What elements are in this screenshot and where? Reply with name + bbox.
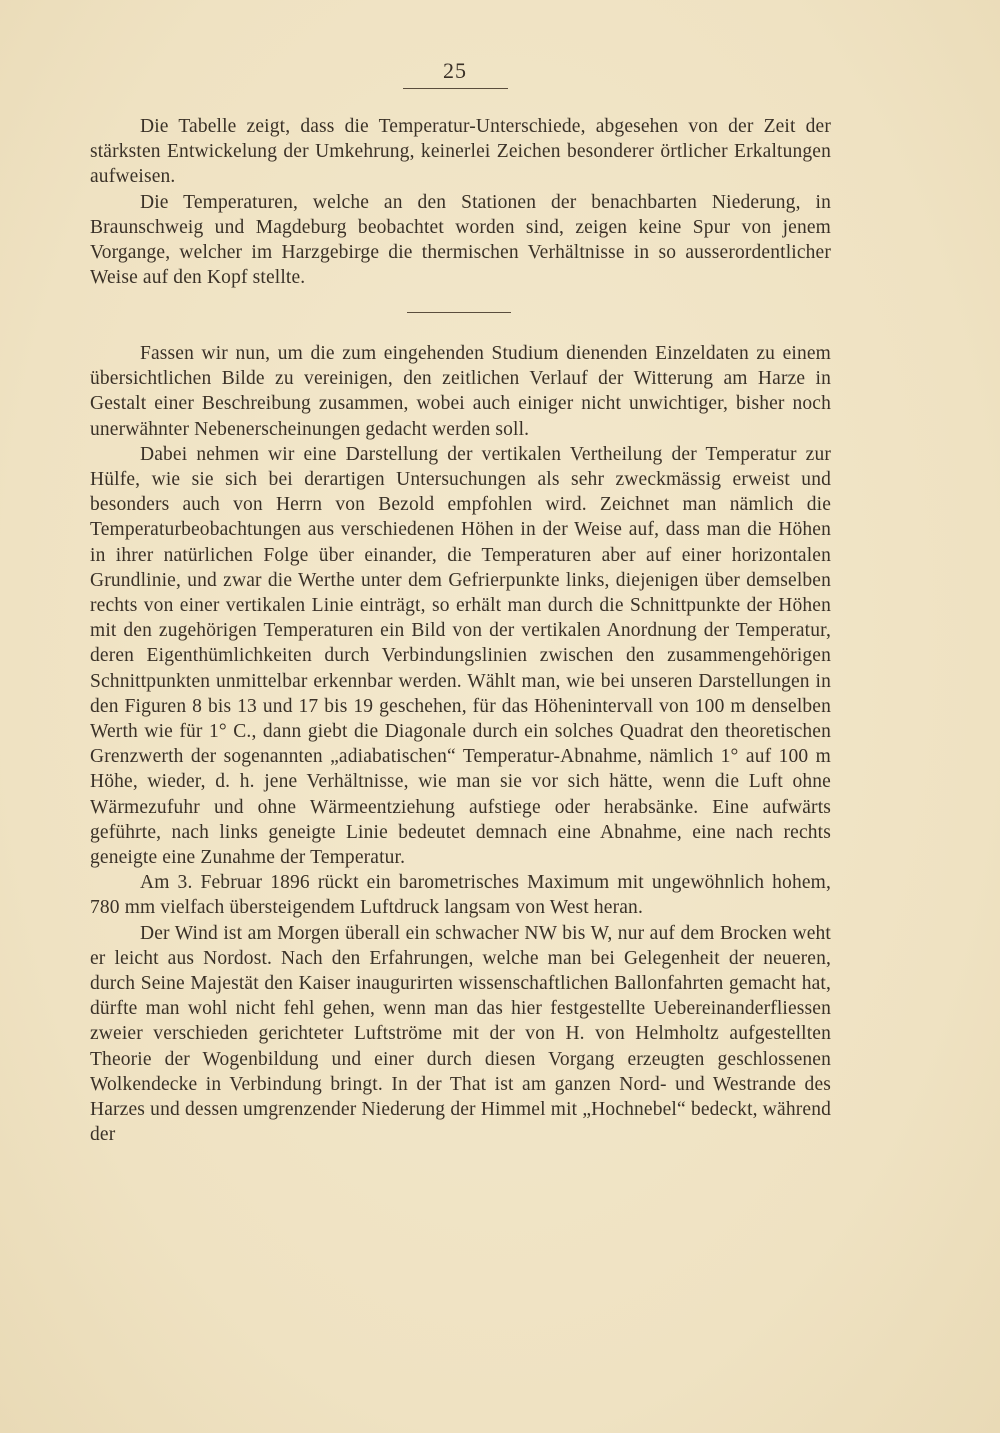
paragraph: Dabei nehmen wir eine Darstellung der vertikalen Vertheilung der Temperatur zur Hülfe, wie sie sich bei derartigen Untersuchungen als sehr zweckmässig erweist und besonders auch von Herrn von Bezold empfohlen wird. Zeichnet man nämlich die Temperaturbeobachtungen aus verschiedenen Höhen in der Weise auf, dass man die Höhen in ihrer natürlichen Folge über einander, die Temperaturen aber auf einer horizontalen Grundlinie, und zwar die Werthe unter dem Gefrierpunkte links, diejenigen über demselben rechts von einer vertikalen Linie einträgt, so erhält man durch die Schnittpunkte der Höhen mit den zugehörigen Temperaturen ein Bild von der vertikalen Anordnung der Temperatur, deren Eigenthümlichkeiten durch Verbindungslinien zwischen den zusammengehörigen Schnittpunkten unmittelbar erkennbar werden. Wählt man, wie bei unseren Darstellungen in den Figuren 8 bis 13 und 17 bis 19 geschehen, für das Höhenintervall von 100 m denselben Werth wie für 1° C., dann giebt die Diagonale durch ein solches Quadrat den theoretischen Grenzwerth der sogenannten „adiabatischen“ Temperatur-Abnahme, nämlich 1° auf 100 m Höhe, wieder, d. h. jene Verhältnisse, wie man sie vor sich hätte, wenn die Luft ohne Wärmezufuhr und ohne Wärmeentziehung aufstiege oder herabsänke. Eine aufwärts geführte, nach links geneigte Linie bedeutet demnach eine Abnahme, eine nach rechts geneigte eine Zunahme der Temperatur.	[90, 443, 831, 869]
paragraph: Die Temperaturen, welche an den Stationen der benachbarten Niederung, in Braunschweig und Magdeburg beobachtet worden sind, zeigen keine Spur von jenem Vorgange, welcher im Harzgebirge die thermischen Verhältnisse in so ausserordentlicher Weise auf den Kopf stellte.	[90, 191, 831, 289]
section-divider	[407, 312, 511, 313]
section-1-text	[90, 114, 831, 290]
paragraph: Der Wind ist am Morgen überall ein schwacher NW bis W, nur auf dem Brocken weht er leicht aus Nordost. Nach den Erfahrungen, welche man bei Gelegenheit der neueren, durch Seine Majestät den Kaiser inaugurirten wissenschaftlichen Ballonfahrten gemacht hat, dürfte man wohl nicht fehl gehen, wenn man das hier festgestellte Uebereinanderfliessen zweier verschieden gerichteter Luftströme mit der von H. von Helmholtz aufgestellten Theorie der Wogenbildung und einer durch diesen Vorgang erzeugten geschlossenen Wolkendecke in Verbindung bringt. In der That ist am ganzen Nord- und Westrande des Harzes und dessen umgrenzender Niederung der Himmel mit „Hochnebel“ bedeckt, während der	[90, 922, 831, 1146]
section-2-text	[90, 341, 831, 1148]
paragraph: Fassen wir nun, um die zum eingehenden Studium dienenden Einzeldaten zu einem übersichtlichen Bilde zu vereinigen, den zeitlichen Verlauf der Witterung am Harze in Gestalt einer Beschreibung zusammen, wobei auch einiger nicht unwichtiger, bisher noch unerwähnter Nebenerscheinungen gedacht werden soll.	[90, 343, 831, 440]
header-rule	[403, 88, 508, 89]
page-number: 25	[443, 58, 467, 83]
paragraph: Am 3. Februar 1896 rückt ein barometrisches Maximum mit ungewöhnlich hohem, 780 mm vielfach übersteigendem Luftdruck langsam von West heran.	[90, 872, 831, 919]
paragraph: Die Tabelle zeigt, dass die Temperatur-Unterschiede, abgesehen von der Zeit der stärksten Entwickelung der Umkehrung, keinerlei Zeichen besonderer örtlicher Erkaltungen aufweisen.	[90, 116, 831, 188]
